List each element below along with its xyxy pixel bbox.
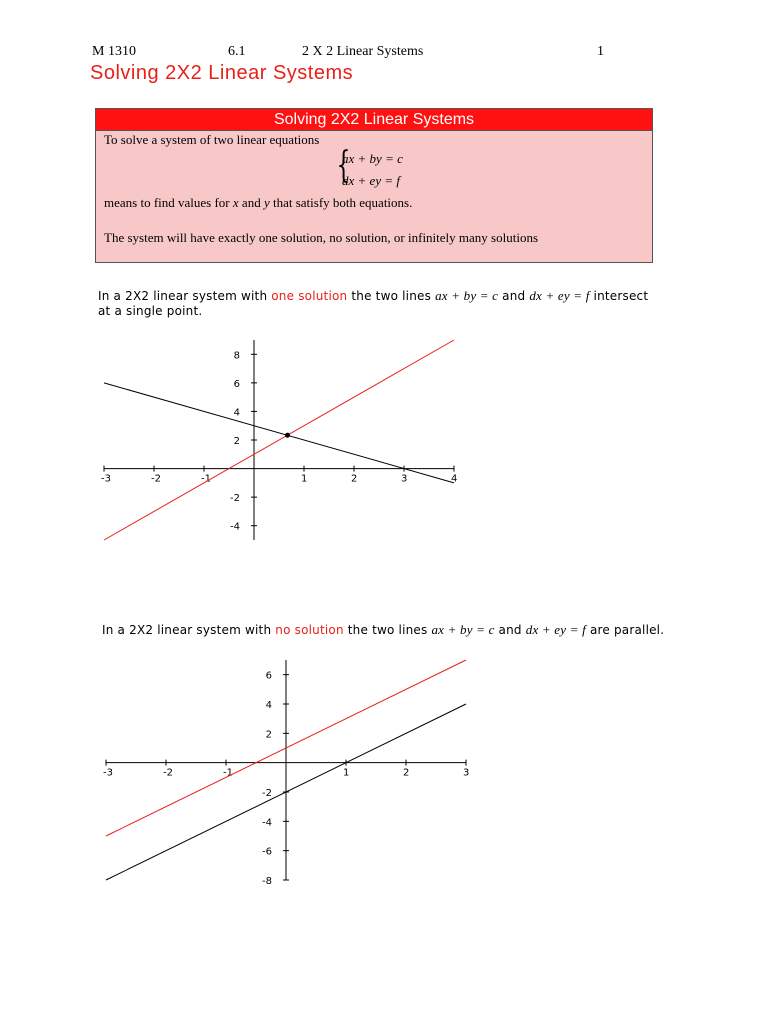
line2-text-a: means to find values for (104, 195, 233, 210)
chart1-x-tick-label: 1 (301, 473, 308, 485)
chart2-x-tick-label: 3 (463, 767, 470, 779)
no-solution-highlight: no solution (275, 623, 344, 637)
para1-and: and (498, 289, 530, 303)
course-code: M 1310 (92, 44, 136, 59)
para2-equation-2: dx + ey = f (525, 622, 586, 637)
one-solution-paragraph-line-2: at a single point. (98, 304, 203, 318)
chart1-x-tick-label: -1 (201, 473, 211, 485)
para2-text-c: are parallel. (585, 623, 665, 637)
chart1-y-tick-label: -4 (230, 521, 240, 533)
chart2-x-tick-label: 1 (343, 767, 350, 779)
para1-equation-1: ax + by = c (435, 288, 499, 303)
chart1-y-tick-label: 2 (233, 436, 240, 447)
para2-and: and (494, 623, 526, 637)
definition-line-3: The system will have exactly one solution, no solution, or infinitely many solutions (104, 230, 539, 245)
chart2-x-tick-label: -1 (223, 767, 233, 779)
chart1-x-tick-label: -2 (151, 473, 161, 485)
chart1-y-tick-label: 8 (233, 350, 240, 362)
chart1-x-tick-label: 2 (351, 473, 358, 485)
chart1-x-tick-label: 4 (451, 473, 458, 485)
para2-equation-1: ax + by = c (431, 622, 495, 637)
chart2-y-tick-label: 2 (265, 729, 272, 741)
para1-text-c: intersect (589, 289, 649, 303)
document-title: Solving 2X2 Linear Systems (90, 62, 354, 84)
page-number: 1 (597, 44, 604, 59)
chart1-series-line-1 (104, 340, 454, 540)
para1-text-a: In a 2X2 linear system with (98, 289, 272, 303)
chart2-x-tick-label: -2 (163, 767, 173, 779)
para2-text-b: the two lines (343, 623, 432, 637)
chart1-y-tick-label: 6 (233, 378, 240, 390)
para1-text-b: the two lines (347, 289, 436, 303)
chart1-y-tick-label: -2 (230, 493, 240, 505)
definition-box-title: Solving 2X2 Linear Systems (96, 109, 652, 131)
equation-1: ax + by = c (342, 151, 403, 166)
chart2-x-tick-label: -3 (103, 767, 113, 779)
para2-text-a: In a 2X2 linear system with (102, 623, 276, 637)
para1-equation-2: dx + ey = f (529, 288, 590, 303)
var-y: y (263, 195, 270, 210)
section-number: 6.1 (228, 44, 246, 59)
definition-line-1: To solve a system of two linear equations (104, 132, 320, 147)
line2-text-b: and (238, 195, 264, 210)
chart2-y-tick-label: 6 (265, 670, 272, 682)
header-topic: 2 X 2 Linear Systems (302, 44, 424, 59)
var-x: x (232, 195, 239, 210)
one-solution-highlight: one solution (271, 289, 348, 303)
chart1-x-tick-label: 3 (401, 473, 408, 485)
chart2-y-tick-label: -6 (262, 846, 272, 858)
system-brace: { (336, 145, 351, 186)
chart2-y-tick-label: 4 (265, 700, 272, 711)
equation-2: dx + ey = f (342, 173, 400, 188)
chart1-intersection-point (285, 433, 290, 438)
chart2-y-tick-label: -8 (262, 876, 272, 887)
chart2-y-tick-label: -4 (262, 817, 272, 829)
chart1-y-tick-label: 4 (233, 407, 240, 419)
line2-text-c: that satisfy both equations. (269, 195, 413, 210)
chart2-x-tick-label: 2 (403, 767, 410, 779)
chart1-x-tick-label: -3 (101, 473, 111, 485)
chart2-y-tick-label: -2 (262, 788, 272, 799)
chart1-series-line-2 (104, 383, 454, 483)
